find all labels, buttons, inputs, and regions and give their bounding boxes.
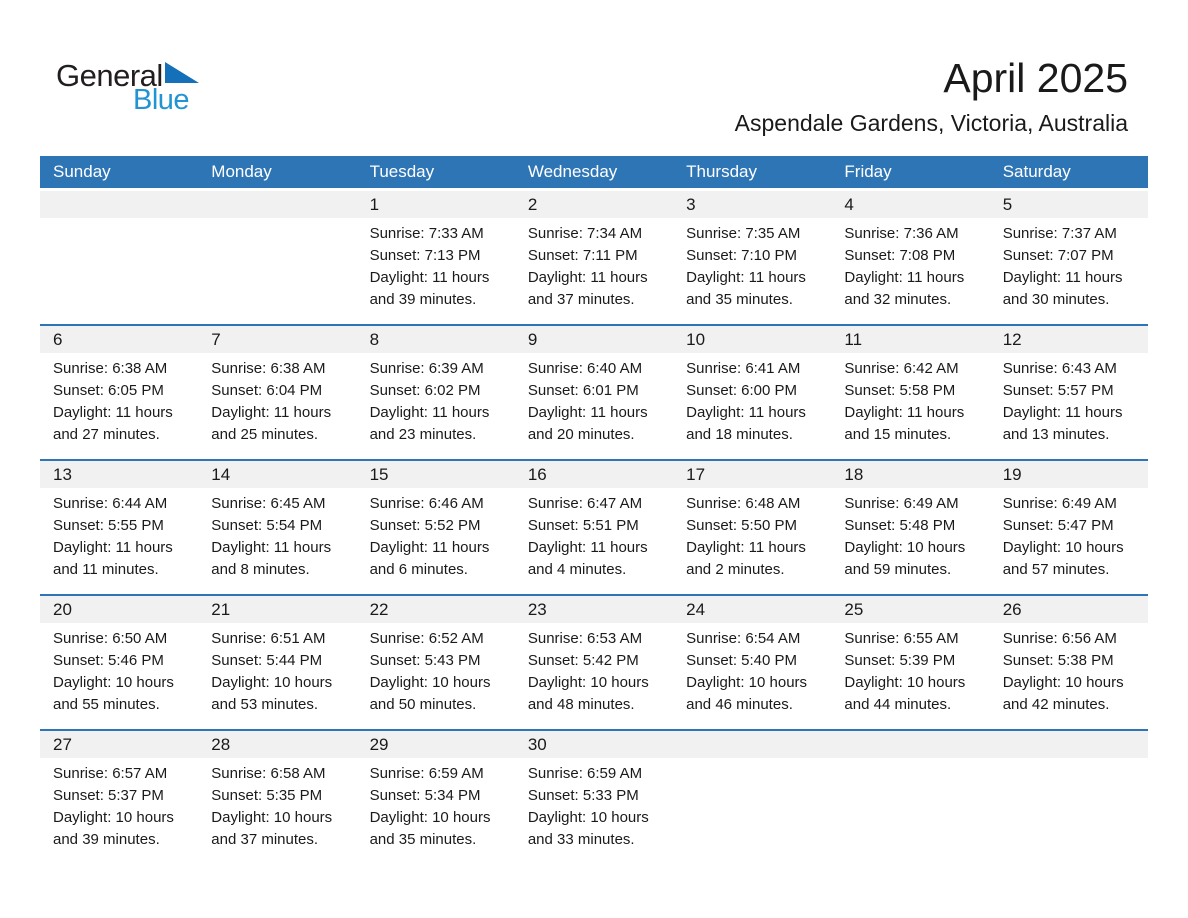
info-line: and 46 minutes. (686, 696, 793, 713)
info-line: Daylight: 10 hours (53, 674, 174, 691)
info-line: Sunset: 5:57 PM (1002, 382, 1114, 399)
day-number: 20 (40, 596, 198, 623)
logo-word-blue: Blue (133, 84, 190, 116)
info-line: Daylight: 10 hours (53, 809, 174, 826)
info-line: and 57 minutes. (1002, 561, 1110, 578)
info-line: Daylight: 11 hours (1002, 404, 1123, 421)
day-number: 22 (357, 596, 515, 623)
info-line: Sunrise: 6:48 AM (686, 495, 801, 512)
day-info (515, 218, 673, 311)
day-cell-22 (357, 594, 515, 729)
weekday-header-saturday: Saturday (990, 156, 1148, 188)
info-line: Daylight: 10 hours (369, 809, 491, 826)
day-number (673, 731, 831, 758)
day-number: 15 (357, 461, 515, 488)
day-number: 8 (357, 326, 515, 353)
day-info (990, 353, 1148, 446)
day-number: 14 (198, 461, 356, 488)
info-line: Sunrise: 7:35 AM (686, 225, 801, 242)
title-block (735, 56, 1128, 137)
day-info (990, 218, 1148, 311)
day-cell-16 (515, 459, 673, 594)
info-line: and 44 minutes. (844, 696, 952, 713)
info-line: and 53 minutes. (211, 696, 319, 713)
day-cell-1 (357, 188, 515, 324)
calendar-body (40, 188, 1148, 864)
day-number (40, 191, 198, 218)
day-number: 24 (673, 596, 831, 623)
info-line: and 20 minutes. (527, 426, 635, 443)
info-line: and 23 minutes. (369, 426, 477, 443)
info-line: Sunset: 7:11 PM (527, 247, 638, 264)
info-line: Sunset: 5:42 PM (527, 652, 639, 669)
day-cell-9 (515, 324, 673, 459)
day-number (198, 191, 356, 218)
info-line: Daylight: 10 hours (1002, 674, 1124, 691)
day-cell-2 (515, 188, 673, 324)
info-line: Sunrise: 6:57 AM (53, 765, 168, 782)
info-line: Daylight: 11 hours (53, 539, 173, 556)
day-number: 4 (831, 191, 989, 218)
day-info (831, 488, 989, 581)
info-line: and 11 minutes. (53, 561, 159, 578)
day-info (515, 353, 673, 446)
day-cell-30 (515, 729, 673, 864)
info-line: Sunset: 5:51 PM (527, 517, 639, 534)
info-line: and 30 minutes. (1002, 291, 1110, 308)
day-info (831, 623, 989, 716)
day-cell-8 (357, 324, 515, 459)
weekday-header-sunday: Sunday (40, 156, 198, 188)
info-line: Daylight: 10 hours (527, 809, 649, 826)
info-line: and 27 minutes. (53, 426, 160, 443)
info-line: Sunrise: 6:49 AM (1002, 495, 1117, 512)
day-cell-17 (673, 459, 831, 594)
info-line: Daylight: 10 hours (686, 674, 808, 691)
weekday-header-monday: Monday (198, 156, 356, 188)
info-line: Sunset: 5:34 PM (369, 787, 481, 804)
info-line: Daylight: 11 hours (527, 404, 648, 421)
info-line: Sunset: 7:13 PM (369, 247, 481, 264)
info-line: Sunset: 7:08 PM (844, 247, 956, 264)
info-line: and 6 minutes. (369, 561, 468, 578)
info-line: and 35 minutes. (686, 291, 793, 308)
day-info (990, 758, 1148, 763)
day-number: 7 (198, 326, 356, 353)
day-number: 19 (990, 461, 1148, 488)
info-line: Daylight: 10 hours (844, 539, 966, 556)
info-line: Daylight: 11 hours (53, 404, 173, 421)
info-line: Sunrise: 6:45 AM (211, 495, 326, 512)
weekday-header-wednesday: Wednesday (515, 156, 673, 188)
day-info (515, 488, 673, 581)
day-number: 28 (198, 731, 356, 758)
day-cell-3 (673, 188, 831, 324)
day-number: 29 (357, 731, 515, 758)
info-line: Sunset: 5:37 PM (53, 787, 164, 804)
info-line: and 4 minutes. (527, 561, 627, 578)
info-line: Sunset: 5:50 PM (686, 517, 798, 534)
info-line: Sunset: 5:43 PM (369, 652, 481, 669)
info-line: Daylight: 11 hours (211, 404, 332, 421)
info-line: Daylight: 11 hours (686, 404, 806, 421)
info-line: and 32 minutes. (844, 291, 952, 308)
weekday-header-row (40, 156, 1148, 188)
day-cell-20 (40, 594, 198, 729)
day-cell-7 (198, 324, 356, 459)
info-line: and 8 minutes. (211, 561, 310, 578)
info-line: Sunrise: 7:34 AM (527, 225, 643, 242)
info-line: Daylight: 11 hours (686, 539, 806, 556)
info-line: and 18 minutes. (686, 426, 793, 443)
info-line: Daylight: 10 hours (211, 809, 333, 826)
info-line: and 25 minutes. (211, 426, 319, 443)
info-line: Sunrise: 6:40 AM (527, 360, 643, 377)
info-line: and 13 minutes. (1002, 426, 1110, 443)
info-line: Sunrise: 6:41 AM (686, 360, 801, 377)
logo-word-general: General (56, 58, 163, 93)
info-line: Daylight: 11 hours (369, 269, 490, 286)
info-line: and 42 minutes. (1002, 696, 1110, 713)
day-info (198, 758, 356, 851)
month-title: April 2025 (943, 55, 1128, 101)
day-info (198, 218, 356, 223)
info-line: Sunrise: 6:42 AM (844, 360, 959, 377)
day-cell-empty (198, 188, 356, 324)
day-cell-empty (40, 188, 198, 324)
info-line: Sunset: 5:38 PM (1002, 652, 1114, 669)
location-subtitle: Aspendale Gardens, Victoria, Australia (734, 110, 1128, 137)
info-line: Sunrise: 6:43 AM (1002, 360, 1117, 377)
day-info (515, 758, 673, 851)
weekday-header-friday: Friday (831, 156, 989, 188)
info-line: Sunrise: 7:37 AM (1002, 225, 1117, 242)
info-line: Daylight: 11 hours (527, 269, 648, 286)
day-number: 2 (515, 191, 673, 218)
info-line: Sunrise: 6:46 AM (369, 495, 484, 512)
day-info (357, 353, 515, 446)
info-line: Sunrise: 6:51 AM (211, 630, 326, 647)
day-number (831, 731, 989, 758)
day-info (515, 623, 673, 716)
day-info (357, 758, 515, 851)
info-line: Sunrise: 6:52 AM (369, 630, 484, 647)
info-line: Sunset: 7:10 PM (686, 247, 798, 264)
day-number (990, 731, 1148, 758)
day-number: 5 (990, 191, 1148, 218)
info-line: Sunset: 6:01 PM (527, 382, 639, 399)
info-line: Sunrise: 6:39 AM (369, 360, 484, 377)
day-number: 30 (515, 731, 673, 758)
day-number: 6 (40, 326, 198, 353)
info-line: Daylight: 11 hours (527, 539, 648, 556)
day-cell-26 (990, 594, 1148, 729)
info-line: Sunrise: 6:47 AM (527, 495, 643, 512)
day-number: 17 (673, 461, 831, 488)
day-cell-23 (515, 594, 673, 729)
info-line: Sunset: 5:55 PM (53, 517, 164, 534)
week-row-2 (40, 324, 1148, 459)
weekday-header-thursday: Thursday (673, 156, 831, 188)
info-line: Sunset: 6:04 PM (211, 382, 323, 399)
logo-triangle-icon (165, 62, 199, 83)
day-cell-19 (990, 459, 1148, 594)
info-line: Sunset: 5:35 PM (211, 787, 323, 804)
info-line: Sunrise: 6:38 AM (53, 360, 168, 377)
day-number: 12 (990, 326, 1148, 353)
info-line: Daylight: 10 hours (844, 674, 966, 691)
info-line: Sunrise: 6:49 AM (844, 495, 959, 512)
day-number: 3 (673, 191, 831, 218)
weekday-header-tuesday: Tuesday (357, 156, 515, 188)
day-cell-4 (831, 188, 989, 324)
day-number: 25 (831, 596, 989, 623)
day-info (357, 623, 515, 716)
day-info (673, 488, 831, 581)
info-line: and 37 minutes. (527, 291, 635, 308)
info-line: and 55 minutes. (53, 696, 160, 713)
day-number: 1 (357, 191, 515, 218)
day-cell-25 (831, 594, 989, 729)
info-line: Sunset: 7:07 PM (1002, 247, 1114, 264)
day-cell-21 (198, 594, 356, 729)
day-cell-empty (673, 729, 831, 864)
info-line: Sunset: 5:58 PM (844, 382, 956, 399)
info-line: Sunset: 6:00 PM (686, 382, 798, 399)
info-line: and 39 minutes. (369, 291, 477, 308)
info-line: Daylight: 10 hours (369, 674, 491, 691)
info-line: Sunrise: 7:36 AM (844, 225, 959, 242)
day-info (40, 758, 198, 851)
day-number: 21 (198, 596, 356, 623)
info-line: Sunrise: 7:33 AM (369, 225, 484, 242)
general-blue-logo (56, 60, 199, 115)
info-line: Sunrise: 6:53 AM (527, 630, 643, 647)
week-row-4 (40, 594, 1148, 729)
info-line: Daylight: 11 hours (211, 539, 332, 556)
info-line: and 48 minutes. (527, 696, 635, 713)
info-line: Sunset: 5:44 PM (211, 652, 323, 669)
info-line: Sunset: 5:33 PM (527, 787, 639, 804)
info-line: Sunset: 5:47 PM (1002, 517, 1114, 534)
day-cell-28 (198, 729, 356, 864)
day-number: 26 (990, 596, 1148, 623)
day-cell-empty (831, 729, 989, 864)
week-row-5 (40, 729, 1148, 864)
day-cell-12 (990, 324, 1148, 459)
info-line: Daylight: 11 hours (844, 269, 965, 286)
info-line: Daylight: 11 hours (844, 404, 965, 421)
day-info (673, 218, 831, 311)
info-line: Sunrise: 6:56 AM (1002, 630, 1117, 647)
info-line: Sunrise: 6:50 AM (53, 630, 168, 647)
day-info (357, 218, 515, 311)
day-number: 9 (515, 326, 673, 353)
day-cell-empty (990, 729, 1148, 864)
info-line: Sunset: 5:40 PM (686, 652, 798, 669)
info-line: Daylight: 10 hours (527, 674, 649, 691)
info-line: Sunrise: 6:54 AM (686, 630, 801, 647)
day-cell-15 (357, 459, 515, 594)
day-cell-6 (40, 324, 198, 459)
info-line: Daylight: 10 hours (1002, 539, 1124, 556)
day-info (198, 623, 356, 716)
day-cell-27 (40, 729, 198, 864)
day-cell-11 (831, 324, 989, 459)
info-line: Daylight: 11 hours (369, 539, 490, 556)
day-info (990, 623, 1148, 716)
day-info (198, 353, 356, 446)
day-info (673, 353, 831, 446)
calendar-table (40, 156, 1148, 864)
day-info (673, 623, 831, 716)
day-info (198, 488, 356, 581)
day-number: 16 (515, 461, 673, 488)
info-line: Sunrise: 6:44 AM (53, 495, 168, 512)
info-line: Daylight: 10 hours (211, 674, 333, 691)
day-info (831, 353, 989, 446)
week-row-1 (40, 188, 1148, 324)
info-line: Sunrise: 6:58 AM (211, 765, 326, 782)
day-info (357, 488, 515, 581)
info-line: and 59 minutes. (844, 561, 952, 578)
info-line: Daylight: 11 hours (1002, 269, 1123, 286)
day-cell-18 (831, 459, 989, 594)
day-info (40, 488, 198, 581)
day-info (40, 218, 198, 223)
day-cell-14 (198, 459, 356, 594)
info-line: Sunrise: 6:38 AM (211, 360, 326, 377)
info-line: Sunset: 5:48 PM (844, 517, 956, 534)
info-line: Daylight: 11 hours (369, 404, 490, 421)
day-cell-29 (357, 729, 515, 864)
info-line: Sunrise: 6:59 AM (369, 765, 484, 782)
day-cell-5 (990, 188, 1148, 324)
info-line: Sunset: 5:54 PM (211, 517, 323, 534)
day-cell-24 (673, 594, 831, 729)
week-row-3 (40, 459, 1148, 594)
day-number: 18 (831, 461, 989, 488)
day-number: 10 (673, 326, 831, 353)
info-line: Sunset: 5:39 PM (844, 652, 956, 669)
info-line: and 35 minutes. (369, 831, 477, 848)
day-info (40, 623, 198, 716)
day-info (40, 353, 198, 446)
info-line: Sunset: 6:02 PM (369, 382, 481, 399)
day-info (673, 758, 831, 763)
day-cell-10 (673, 324, 831, 459)
info-line: Daylight: 11 hours (686, 269, 806, 286)
day-number: 13 (40, 461, 198, 488)
info-line: and 2 minutes. (686, 561, 785, 578)
info-line: and 39 minutes. (53, 831, 160, 848)
day-info (831, 218, 989, 311)
info-line: Sunset: 5:46 PM (53, 652, 164, 669)
day-number: 27 (40, 731, 198, 758)
info-line: Sunrise: 6:59 AM (527, 765, 643, 782)
day-cell-13 (40, 459, 198, 594)
info-line: and 37 minutes. (211, 831, 319, 848)
info-line: Sunset: 6:05 PM (53, 382, 164, 399)
day-number: 11 (831, 326, 989, 353)
info-line: Sunset: 5:52 PM (369, 517, 481, 534)
info-line: and 50 minutes. (369, 696, 477, 713)
info-line: Sunrise: 6:55 AM (844, 630, 959, 647)
day-number: 23 (515, 596, 673, 623)
info-line: and 33 minutes. (527, 831, 635, 848)
info-line: and 15 minutes. (844, 426, 952, 443)
day-info (990, 488, 1148, 581)
day-info (831, 758, 989, 763)
